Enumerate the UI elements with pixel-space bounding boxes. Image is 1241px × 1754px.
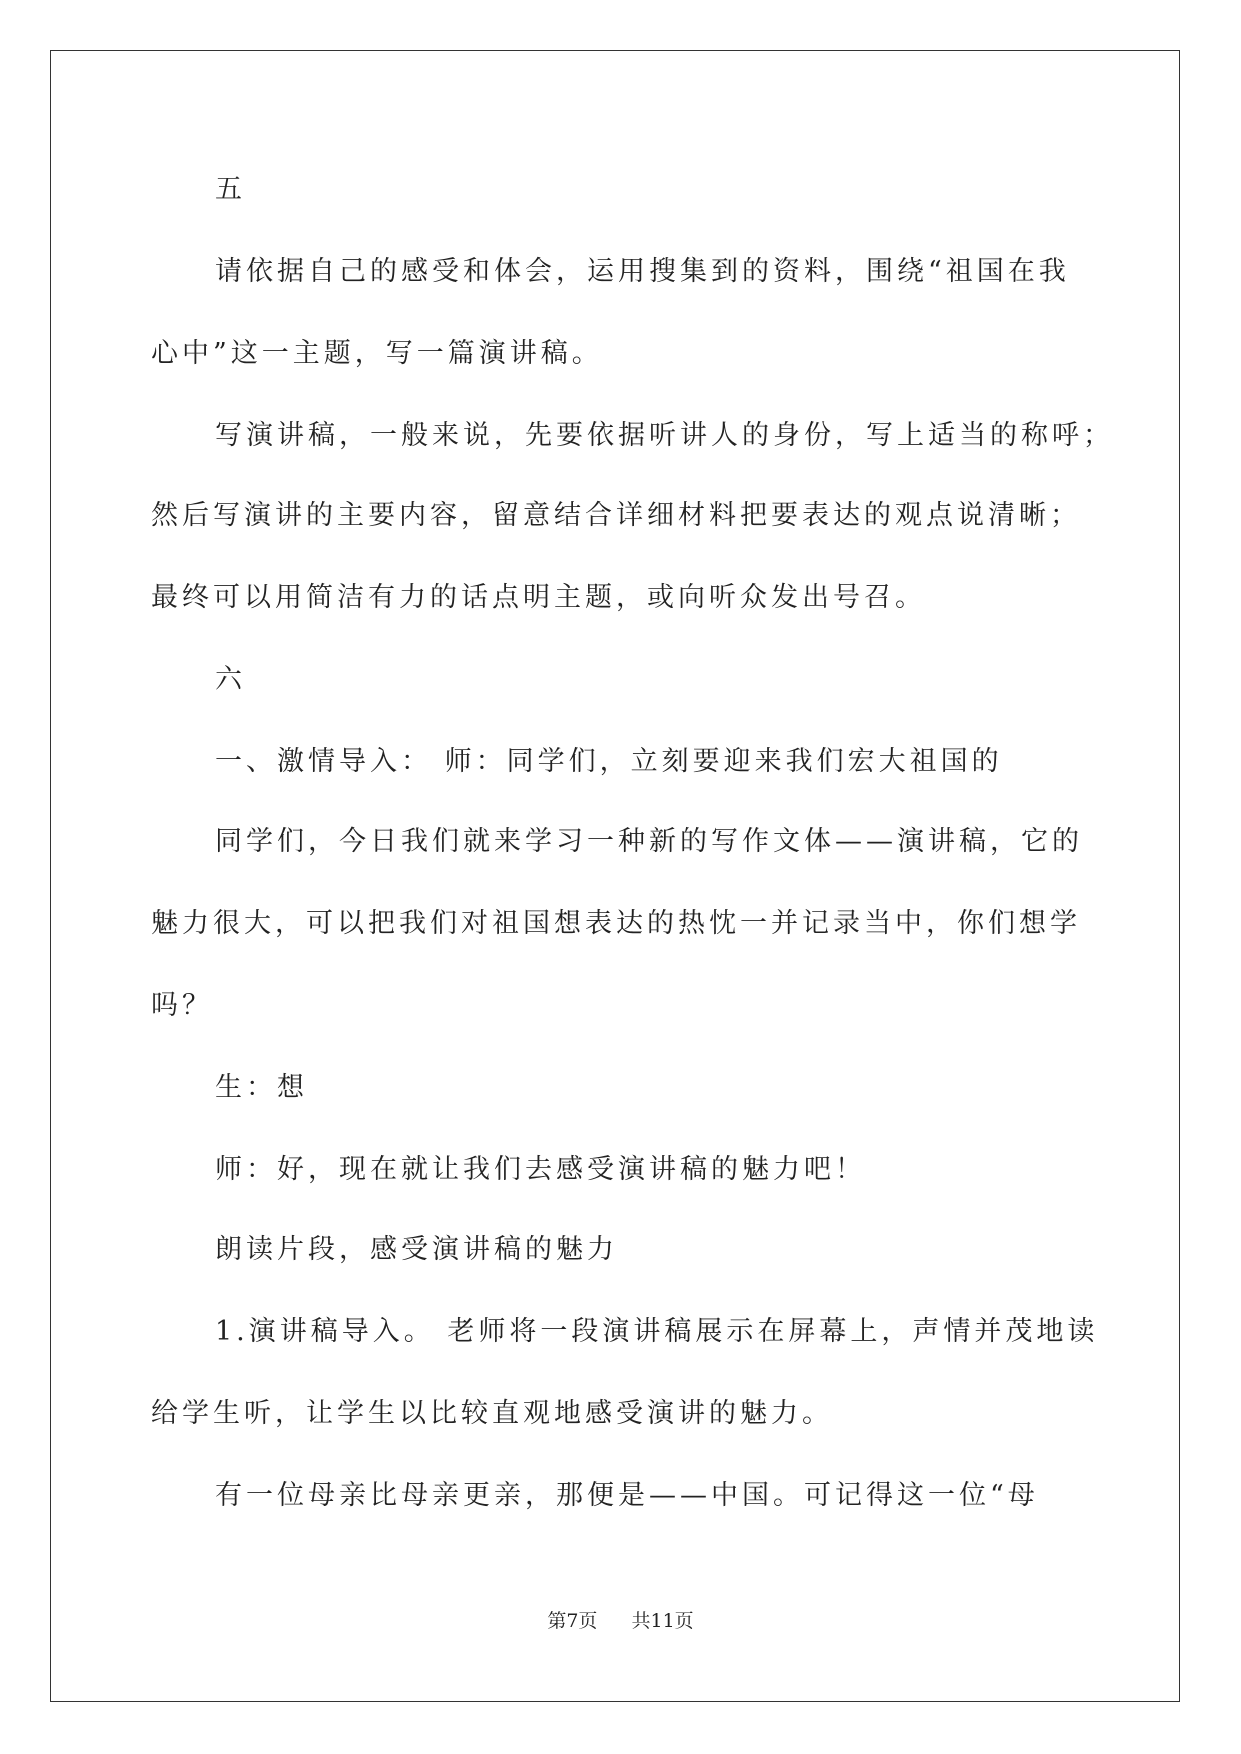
paragraph-line: 写演讲稿，一般来说，先要依据听讲人的身份，写上适当的称呼； xyxy=(215,420,1114,451)
page-footer xyxy=(0,1606,1241,1633)
paragraph-line: 请依据自己的感受和体会，运用搜集到的资料，围绕“祖国在我 xyxy=(215,256,1070,287)
paragraph-line: 一、激情导入： 师：同学们，立刻要迎来我们宏大祖国的 xyxy=(215,746,1003,777)
page-border xyxy=(50,50,1180,1702)
paragraph-line: 魅力很大，可以把我们对祖国想表达的热忱一并记录当中，你们想学 xyxy=(151,908,1081,939)
page-total: 共11页 xyxy=(631,1610,694,1632)
section-heading: 六 xyxy=(215,664,246,695)
paragraph-line: 生：想 xyxy=(215,1072,308,1103)
paragraph-line: 吗？ xyxy=(151,990,213,1021)
page-number: 第7页 xyxy=(547,1610,598,1632)
paragraph-line: 心中”这一主题，写一篇演讲稿。 xyxy=(151,338,603,369)
paragraph-line: 然后写演讲的主要内容，留意结合详细材料把要表达的观点说清晰； xyxy=(151,500,1081,531)
paragraph-line: 有一位母亲比母亲更亲，那便是——中国。可记得这一位“母 xyxy=(215,1480,1039,1511)
paragraph-line: 1.演讲稿导入。 老师将一段演讲稿展示在屏幕上，声情并茂地读 xyxy=(215,1316,1099,1347)
paragraph-line: 给学生听，让学生以比较直观地感受演讲的魅力。 xyxy=(151,1398,833,1429)
paragraph-line: 同学们，今日我们就来学习一种新的写作文体——演讲稿，它的 xyxy=(215,826,1083,857)
paragraph-line: 朗读片段，感受演讲稿的魅力 xyxy=(215,1234,618,1265)
section-heading: 五 xyxy=(215,174,246,205)
paragraph-line: 最终可以用简洁有力的话点明主题，或向听众发出号召。 xyxy=(151,582,926,613)
paragraph-line: 师：好，现在就让我们去感受演讲稿的魅力吧！ xyxy=(215,1154,866,1185)
